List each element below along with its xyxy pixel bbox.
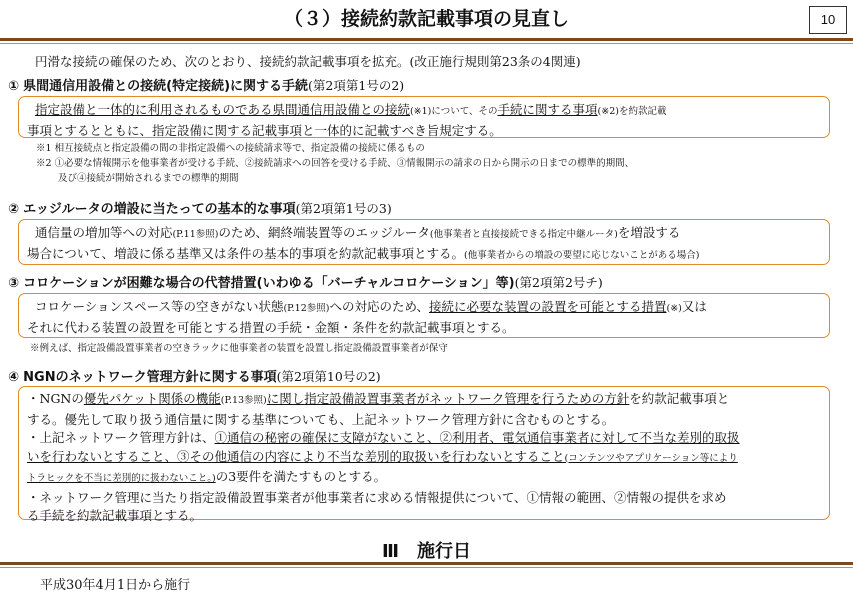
section-3-text-e: (※)	[666, 303, 682, 314]
title-rule	[0, 38, 853, 41]
section-4-line-1	[27, 390, 821, 411]
section-3-text-f: 又は	[681, 299, 707, 314]
section-iii-heading: Ⅲ 施行日	[381, 541, 471, 562]
page-number: 10	[809, 6, 847, 34]
section-4-box	[18, 386, 830, 523]
section-4-underline-i: いを行わないとすること、③その他通信の内容により不当な差別的取扱いを行わないとすること	[27, 448, 565, 464]
section-1-text-b: (※1)について、その	[409, 106, 498, 117]
section-1-heading	[8, 75, 404, 94]
section-2-text-f: 場合について、増設に係る基準又は条件の基本的事項を約款記載事項とする。	[27, 246, 465, 261]
section-2-title: エッジルータの増設に当たっての基本的な事項	[23, 202, 296, 217]
section-4-underline-h: ①通信の秘密の確保に支障がないこと、②利用者、電気通信事業者に対して不当な差別的取扱	[214, 430, 740, 445]
section-4-underline-e: 指定設備設置事業者がネットワーク管理を行うための方針	[304, 391, 630, 406]
section-2-text-g: (他事業者からの増設の要望に応じないことがある場合)	[464, 250, 700, 261]
section-2-text-d: (他事業者と直接接続できる指定中継ルータ)	[429, 229, 618, 240]
section-2-text-b: (P.11参照)	[172, 229, 219, 240]
section-1-underline-c: 手続に関する事項	[497, 102, 598, 117]
section-4-number: ④	[8, 370, 20, 385]
section-2-number: ②	[8, 202, 20, 217]
section-3-heading	[8, 272, 603, 291]
section-1-note-3: 及び④接続が開始されるまでの標準的期間	[58, 173, 239, 184]
section-4-text-l: の3要件を満たすものとする。	[215, 469, 387, 484]
section-1-title: 県間通信用設備との接続(特定接続)に関する手続	[23, 79, 309, 94]
intro-text: 円滑な接続の確保のため、次のとおり、接続約款記載事項を拡充。(改正施行規則第23条の4関連)	[35, 54, 581, 69]
section-4-underline-j: (コンテンツやアプリケーション等により	[564, 452, 738, 464]
section-4-heading	[8, 366, 381, 385]
section-4-line-2: する。優先して取り扱う通信量に関する基準についても、上記ネットワーク管理方針に含むものとする。	[27, 411, 615, 427]
section-3-title: コロケーションが困難な場合の代替措置(いわゆる「バーチャルコロケーション」等)	[23, 276, 515, 291]
section-3-underline-d: 接続に必要な装置の設置を可能とする措置	[428, 299, 667, 314]
section-4-line-4	[27, 448, 821, 469]
section-1-underline-a: 指定設備と一体的に利用されるものである県間通信用設備との接続	[34, 102, 410, 117]
section-iii-rule	[0, 562, 853, 565]
section-4-line-7: る手続を約款記載事項とする。	[27, 508, 203, 523]
section-1-line-2: 事項とするとともに、指定設備に関する記載事項と一体的に記載すべき旨規定する。	[27, 123, 502, 138]
section-4-line-3	[27, 429, 821, 448]
section-1-number: ①	[8, 79, 20, 94]
section-iii-rule-thin	[0, 567, 853, 568]
title-rule-thin	[0, 43, 853, 44]
section-3-text-a: コロケーションスペース等の空きがない状態	[34, 299, 284, 314]
section-2-text-a: 通信量の増加等への対応	[34, 225, 173, 240]
section-1-box	[18, 96, 830, 138]
section-3-text-b: (P.12参照)	[283, 303, 330, 314]
section-4-underline-b: 優先パケット関係の機能	[83, 391, 221, 406]
section-3-box	[18, 293, 830, 338]
section-3-note: ※例えば、指定設備設置事業者の空きラックに他事業者の装置を設置し指定設備設置事業者が保守	[30, 343, 448, 354]
section-3-line-2: それに代わる装置の設置を可能とする措置の手続・金額・条件を約款記載事項とする。	[27, 320, 515, 335]
section-3-line-1	[27, 297, 821, 318]
section-2-text-c: のため、網終端装置等のエッジルータ	[218, 225, 430, 240]
section-1-line-1	[27, 100, 821, 121]
section-3-number: ③	[8, 276, 20, 291]
section-1-note-2: ※2 ①必要な情報開示を他事業者が受ける手続、②接続請求への回答を受ける手続、③情報開示の請求の日から開示の日までの標準的期間、	[36, 158, 635, 169]
section-4-ref: (第2項第10号の2)	[276, 369, 381, 384]
section-3-text-c: への対応のため、	[329, 299, 429, 314]
section-1-ref: (第2項第1号の2)	[308, 78, 405, 93]
section-2-heading	[8, 198, 392, 217]
section-2-line-1	[27, 223, 821, 244]
section-2-ref: (第2項第1号の3)	[295, 201, 392, 216]
effective-date-text: 平成30年4月1日から施行	[40, 578, 191, 593]
section-2-text-e: を増設する	[617, 225, 681, 240]
section-4-line-6: ・ネットワーク管理に当たり指定設備設置事業者が他事業者に求める情報提供について、①情報の範囲、②情報の提供を求め	[27, 489, 727, 505]
section-4-text-f: を約款記載事項と	[629, 391, 730, 406]
section-3-ref: (第2項第2号チ)	[514, 275, 603, 290]
section-4-text-c: (P.13参照)	[220, 395, 267, 406]
section-1-note-1: ※1 相互接続点と指定設備の間の非指定設備への接続請求等で、指定設備の接続に係るもの	[36, 143, 425, 154]
section-2-box	[18, 219, 830, 265]
section-4-underline-d: に関し	[266, 391, 305, 406]
section-2-line-2	[27, 244, 821, 265]
section-4-text-g: ・上記ネットワーク管理方針は、	[27, 430, 215, 445]
section-1-text-d: (※2)を約款記載	[597, 106, 667, 117]
section-4-text-a: ・NGNの	[27, 391, 84, 406]
section-4-line-5	[27, 468, 821, 489]
page-title: （３）接続約款記載事項の見直し	[283, 8, 569, 30]
section-4-underline-k: トラヒックを不当に差別的に扱わないこと。)	[27, 473, 216, 484]
section-4-title: NGNのネットワーク管理方針に関する事項	[23, 370, 277, 385]
